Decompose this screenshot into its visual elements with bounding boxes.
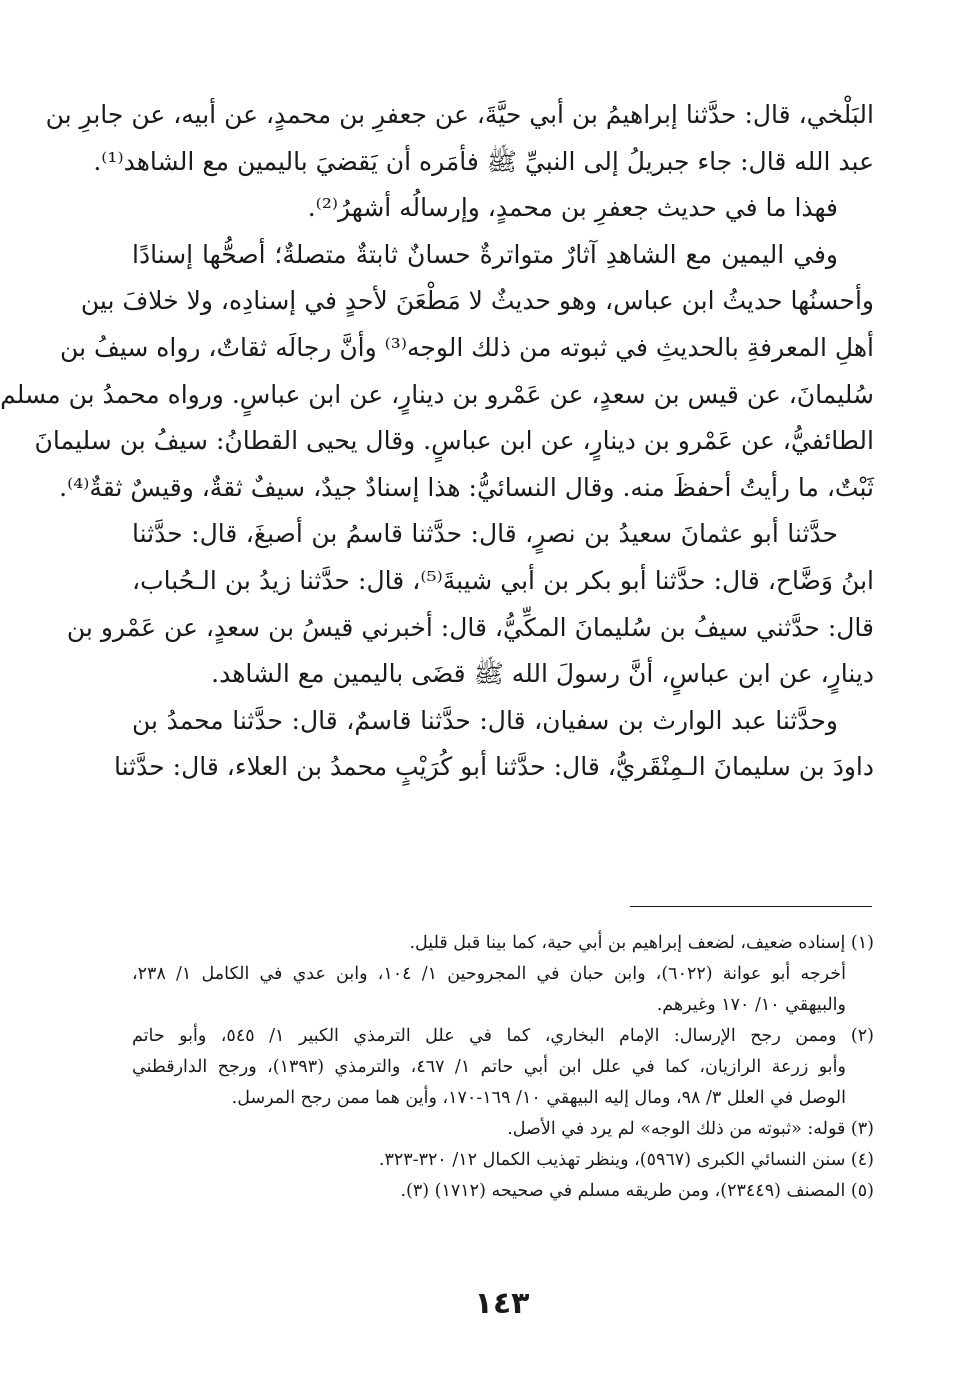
footnote-line: (٥) المصنف (٢٣٤٤٩)، ومن طريقه مسلم في صحيحه (١٧١٢) (٣). — [400, 1181, 874, 1201]
main-text-block — [0, 92, 875, 791]
footnote-line: وأبو زرعة الرازيان، كما في علل ابن أبي حاتم ١/ ٤٦٧، والترمذي (١٣٩٣)، ورجح الدارقطني — [132, 1057, 846, 1077]
text-line: عبد الله قال: جاء جبريلُ إلى النبيِّ ﷺ فأمَره أن يَقضيَ باليمين مع الشاهد⁽¹⁾. — [93, 146, 874, 176]
text-line: قال: حدَّثني سيفُ بن سُليمانَ المكِّيُّ، قال: أخبرني قيسُ بن سعدٍ، عن عَمْرو بن — [66, 612, 874, 642]
text-line: داودَ بن سليمانَ الـمِنْقَريُّ، قال: حدَّثنا أبو كُرَيْبٍ محمدُ بن العلاء، قال: حدَّثنا — [114, 752, 874, 782]
footnote-line: (١) إسناده ضعيف، لضعف إبراهيم بن أبي حية، كما بينا قبل قليل. — [409, 933, 874, 953]
text-line: البَلْخي، قال: حدَّثنا إبراهيمُ بن أبي حيَّةَ، عن جعفرِ بن محمدٍ، عن أبيه، عن جابرِ بن — [45, 100, 874, 129]
page-number: ١٤٣ — [474, 1286, 530, 1321]
text-line: حدَّثنا أبو عثمانَ سعيدُ بن نصرٍ، قال: حدَّثنا قاسمُ بن أصبغَ، قال: حدَّثنا — [132, 519, 838, 549]
text-line: وفي اليمين مع الشاهدِ آثارٌ متواترةٌ حسانٌ ثابتةٌ متصلةٌ؛ أصحُّها إسنادًا — [132, 239, 838, 269]
footnotes — [132, 928, 874, 1207]
text-line: ابنُ وَضَّاح، قال: حدَّثنا أبو بكر بن أبي شيبةَ⁽⁵⁾، قال: حدَّثنا زيدُ بن الـحُباب، — [132, 565, 875, 595]
footnote-separator — [630, 906, 872, 907]
footnote-line: (٤) سنن النسائي الكبرى (٥٩٦٧)، وينظر تهذيب الكمال ١٢/ ٣٢٠-٣٢٣. — [378, 1150, 874, 1170]
footnote-line: (٣) قوله: «ثبوته من ذلك الوجه» لم يرد في الأصل. — [507, 1119, 874, 1139]
footnote-line: (٢) وممن رجح الإرسال: الإمام البخاري، كما في علل الترمذي الكبير ١/ ٥٤٥، وأبو حاتم — [132, 1026, 874, 1046]
text-line: دينارٍ، عن ابن عباسٍ، أنَّ رسولَ الله ﷺ قضَى باليمين مع الشاهد. — [211, 659, 874, 689]
text-line: أهلِ المعرفةِ بالحديثِ في ثبوته من ذلك الوجه⁽³⁾ وأنَّ رجالَه ثقاتٌ، رواه سيفُ بن — [60, 332, 874, 362]
main-text — [0, 92, 875, 791]
text-line: الطائفيُّ، عن عَمْرو بن دينارٍ، عن ابن عباسٍ. وقال يحيى القطانُ: سيفُ بن سليمانَ — [34, 426, 874, 456]
footnote-line: الوصل في العلل ٣/ ٩٨، ومال إليه البيهقي ١٠/ ١٦٩-١٧٠، وأين هما ممن رجح المرسل. — [231, 1088, 846, 1108]
footnote-line: أخرجه أبو عوانة (٦٠٢٢)، وابن حبان في المجروحين ١/ ١٠٤، وابن عدي في الكامل ١/ ٢٣٨، — [132, 964, 846, 984]
text-line: ثَبْتٌ، ما رأيتُ أحفظَ منه. وقال النسائيُّ: هذا إسنادٌ جيدٌ، سيفٌ ثقةٌ، وقيسٌ ثقةٌ⁽⁴⁾. — [59, 472, 874, 502]
text-line: وحدَّثنا عبد الوارث بن سفيان، قال: حدَّثنا قاسمٌ، قال: حدَّثنا محمدُ بن — [132, 705, 838, 735]
footnote-line: والبيهقي ١٠/ ١٧٠ وغيرهم. — [656, 995, 846, 1015]
text-line: سُليمانَ، عن قيس بن سعدٍ، عن عَمْرو بن دينارٍ، عن ابن عباسٍ. ورواه محمدُ بن مسلم — [0, 379, 874, 409]
text-line: فهذا ما في حديث جعفرِ بن محمدٍ، وإرسالُه أشهرُ⁽²⁾. — [307, 193, 838, 223]
text-line: وأحسنُها حديثُ ابن عباس، وهو حديثٌ لا مَطْعَنَ لأحدٍ في إسنادِه، ولا خلافَ بين — [80, 286, 874, 316]
